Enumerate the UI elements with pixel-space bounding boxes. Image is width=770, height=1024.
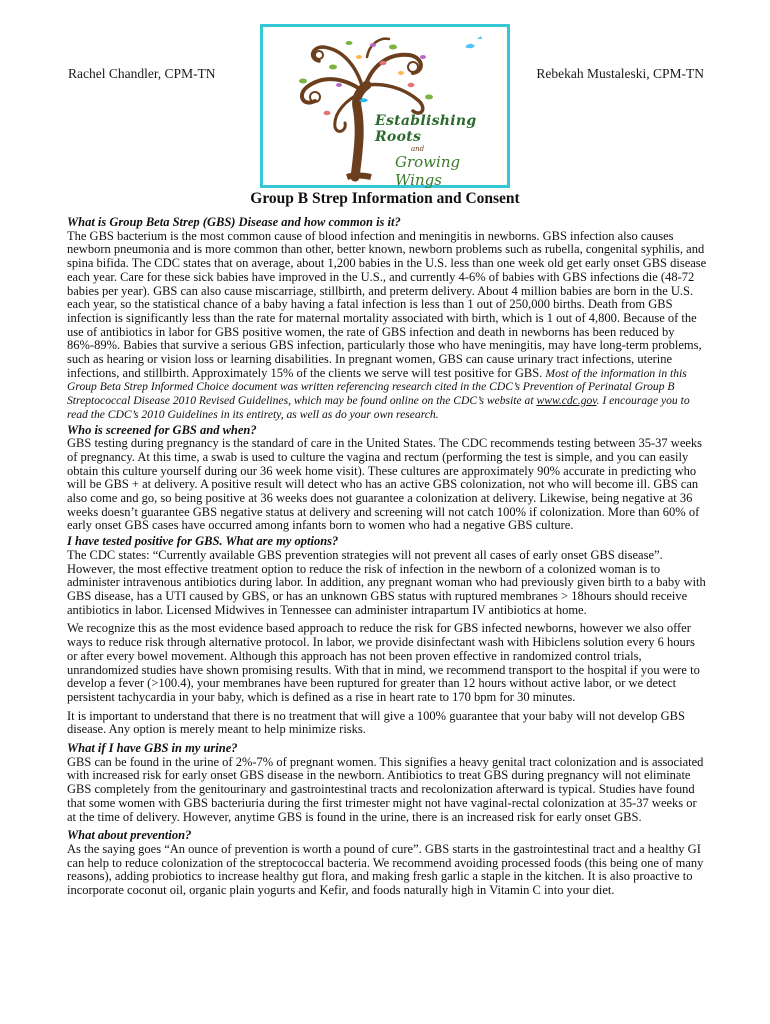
section-positive-options (67, 535, 707, 737)
author-right: Rebekah Mustaleski, CPM-TN (536, 66, 704, 81)
section-heading: What is Group Beta Strep (GBS) Disease and how common is it? (67, 215, 401, 229)
section-urine (67, 742, 707, 824)
section-what-is-gbs (67, 216, 707, 422)
section-paragraph: As the saying goes “An ounce of prevention is worth a pound of cure”. GBS starts in the gastrointestinal tract and a healthy GI can help to reduce colonization of the streptococcal bacteria. We recommend avoiding processed foods (this being one of many reasons), adding probiotics to increase healthy gut flora, and making fresh garlic a staple in the kitchen. It is also proactive to incorporate coconut oil, organic plain yogurts and Kefir, and foods naturally high in Vitamin C into your diet. (67, 841, 704, 898)
logo-and: and (411, 145, 425, 153)
section-paragraph: It is important to understand that there is no treatment that will give a 100% guarantee that your baby will not develop GBS disease. Any option is merely meant to help minimize risks. (67, 708, 685, 737)
page-title: Group B Strep Information and Consent (250, 190, 520, 207)
cdc-link[interactable]: www.cdc.gov (536, 394, 597, 408)
author-left: Rachel Chandler, CPM-TN (68, 66, 216, 81)
logo-line2: Growing Wings (395, 153, 461, 189)
section-screening (67, 424, 707, 534)
section-paragraph: GBS can be found in the urine of 2%-7% of pregnant women. This signifies a heavy genital tract colonization and is associated with increased risk for early onset GBS disease in the newborn. Antibiotics to treat GBS during pregnancy will not eliminate GBS completely from the genitourinary and gastrointestinal tracts and recolonization afterward is typical. Studies have found that some women with GBS bacteriuria during the first trimester might not have vaginal-rectal colonization at 35-37 weeks or at the time of delivery. However, anytime GBS is found in the urine, there is an increased risk for early onset GBS. (67, 754, 704, 824)
section-prevention (67, 829, 707, 898)
section-heading: Who is screened for GBS and when? (67, 422, 257, 437)
section-paragraph: The GBS bacterium is the most common cause of blood infection and meningitis in newborns. GBS infection also causes newborn pneumonia and is more common than other, better known, newborn problems such as rubella, congenital syphilis, and spina bifida. The CDC states that on average, about 1,200 babies in the U.S. less than one week old get early onset GBS disease each year. Care for these sick babies have improved in the U.S., and currently 4-6% of babies with GBS infections die (48-72 babies per year). GBS can also cause miscarriage, stillbirth, and preterm delivery. About 4 million babies are born in the U.S. each year, so the statistical chance of a baby having a fatal infection is less than 1 out of 250,000 births. Death from GBS infection is significantly less than the rate for maternal mortality associated with birth, which is 1 out of 4,800. Because of the use of antibiotics in labor for GBS positive women, the rate of GBS infection and death in newborns has been reduced by 86%-89%. Babies that survive a serious GBS infection, particularly those who have meningitis, may have long-term problems, such as hearing or vision loss or learning disabilities. In pregnant women, GBS can cause urinary tract infections, uterine infections, and stillbirth. Approximately 15% of the clients we serve will test positive for GBS. Most of the information in this Group Beta Strep Informed Choice document was written referencing research cited in the CDC’s Prevention of Perinatal Group B Streptococcal Disease 2010 Revised Guidelines, which may be found online on the CDC’s website at www.cdc.gov. I encourage you to read the CDC’s 2010 Guidelines in its entirety, as well as do your own research. (67, 228, 707, 421)
section-heading: I have tested positive for GBS. What are my options? (67, 534, 339, 549)
logo-line1: Establishing Roots (375, 113, 477, 145)
document-body (67, 216, 707, 903)
source-note: Most of the information in this Group Beta Strep Informed Choice document was written referencing research cited in the CDC’s Prevention of Perinatal Group B Streptococcal Disease 2010 Revised Guidelines, which may be found online on the CDC’s website at www.cdc.gov. I encourage you to read the CDC’s 2010 Guidelines in its entirety, as well as do your own research. (67, 366, 690, 421)
section-paragraph: We recognize this as the most evidence based approach to reduce the risk for GBS infected newborns, however we also offer ways to reduce risk through alternative protocol. In labor, we provide disinfectant wash with Hibiclens solution every 6 hours or after every bowel movement. Although this approach has not been proven effective in randomized control trials, unrandomized studies have shown promising results. With that in mind, we recommend transport to the hospital if you were to develop a fever (>100.4), your membranes have been ruptured for greater than 12 hours without active labor, or we detect persistent tachycardia in your baby, which is defined as a rise in heart rate to 170 bpm for 30 minutes. (67, 621, 700, 704)
section-paragraph: The CDC states: “Currently available GBS prevention strategies will not prevent all cases of early onset GBS disease”. However, the most effective treatment option to reduce the risk of infection in the newborn of a colonized woman is to administer intravenous antibiotics during labor. In addition, any pregnant woman who had previously given birth to a baby with GBS disease, has a UTI caused by GBS, or has an unknown GBS status with ruptured membranes > 18hours should receive antibiotics in labor. Licensed Midwives in Tennessee can administer intrapartum IV antibiotics at home. (67, 547, 706, 617)
logo (260, 24, 510, 188)
section-paragraph: GBS testing during pregnancy is the standard of care in the United States. The CDC recommends testing between 35-37 weeks of pregnancy. At this time, a swab is used to culture the vagina and rectum (performing the test is simple, and you can easily obtain this culture yourself during our 36 week home visit). These cultures are approximately 90% accurate in predicting who will be GBS + at delivery. A positive result will detect who has an active GBS colonization, not who will become ill. GBS can also come and go, so being positive at 36 weeks does not guarantee a colonization at delivery. Likewise, being negative at 36 weeks doesn’t guarantee GBS negative status at delivery and screening will not catch 100% if colonization. More than 60% of early onset GBS cases have occurred among infants born to women who had a negative GBS culture. (67, 436, 703, 533)
logo-text (375, 113, 505, 189)
section-heading: What about prevention? (67, 828, 192, 843)
section-heading: What if I have GBS in my urine? (67, 741, 238, 756)
